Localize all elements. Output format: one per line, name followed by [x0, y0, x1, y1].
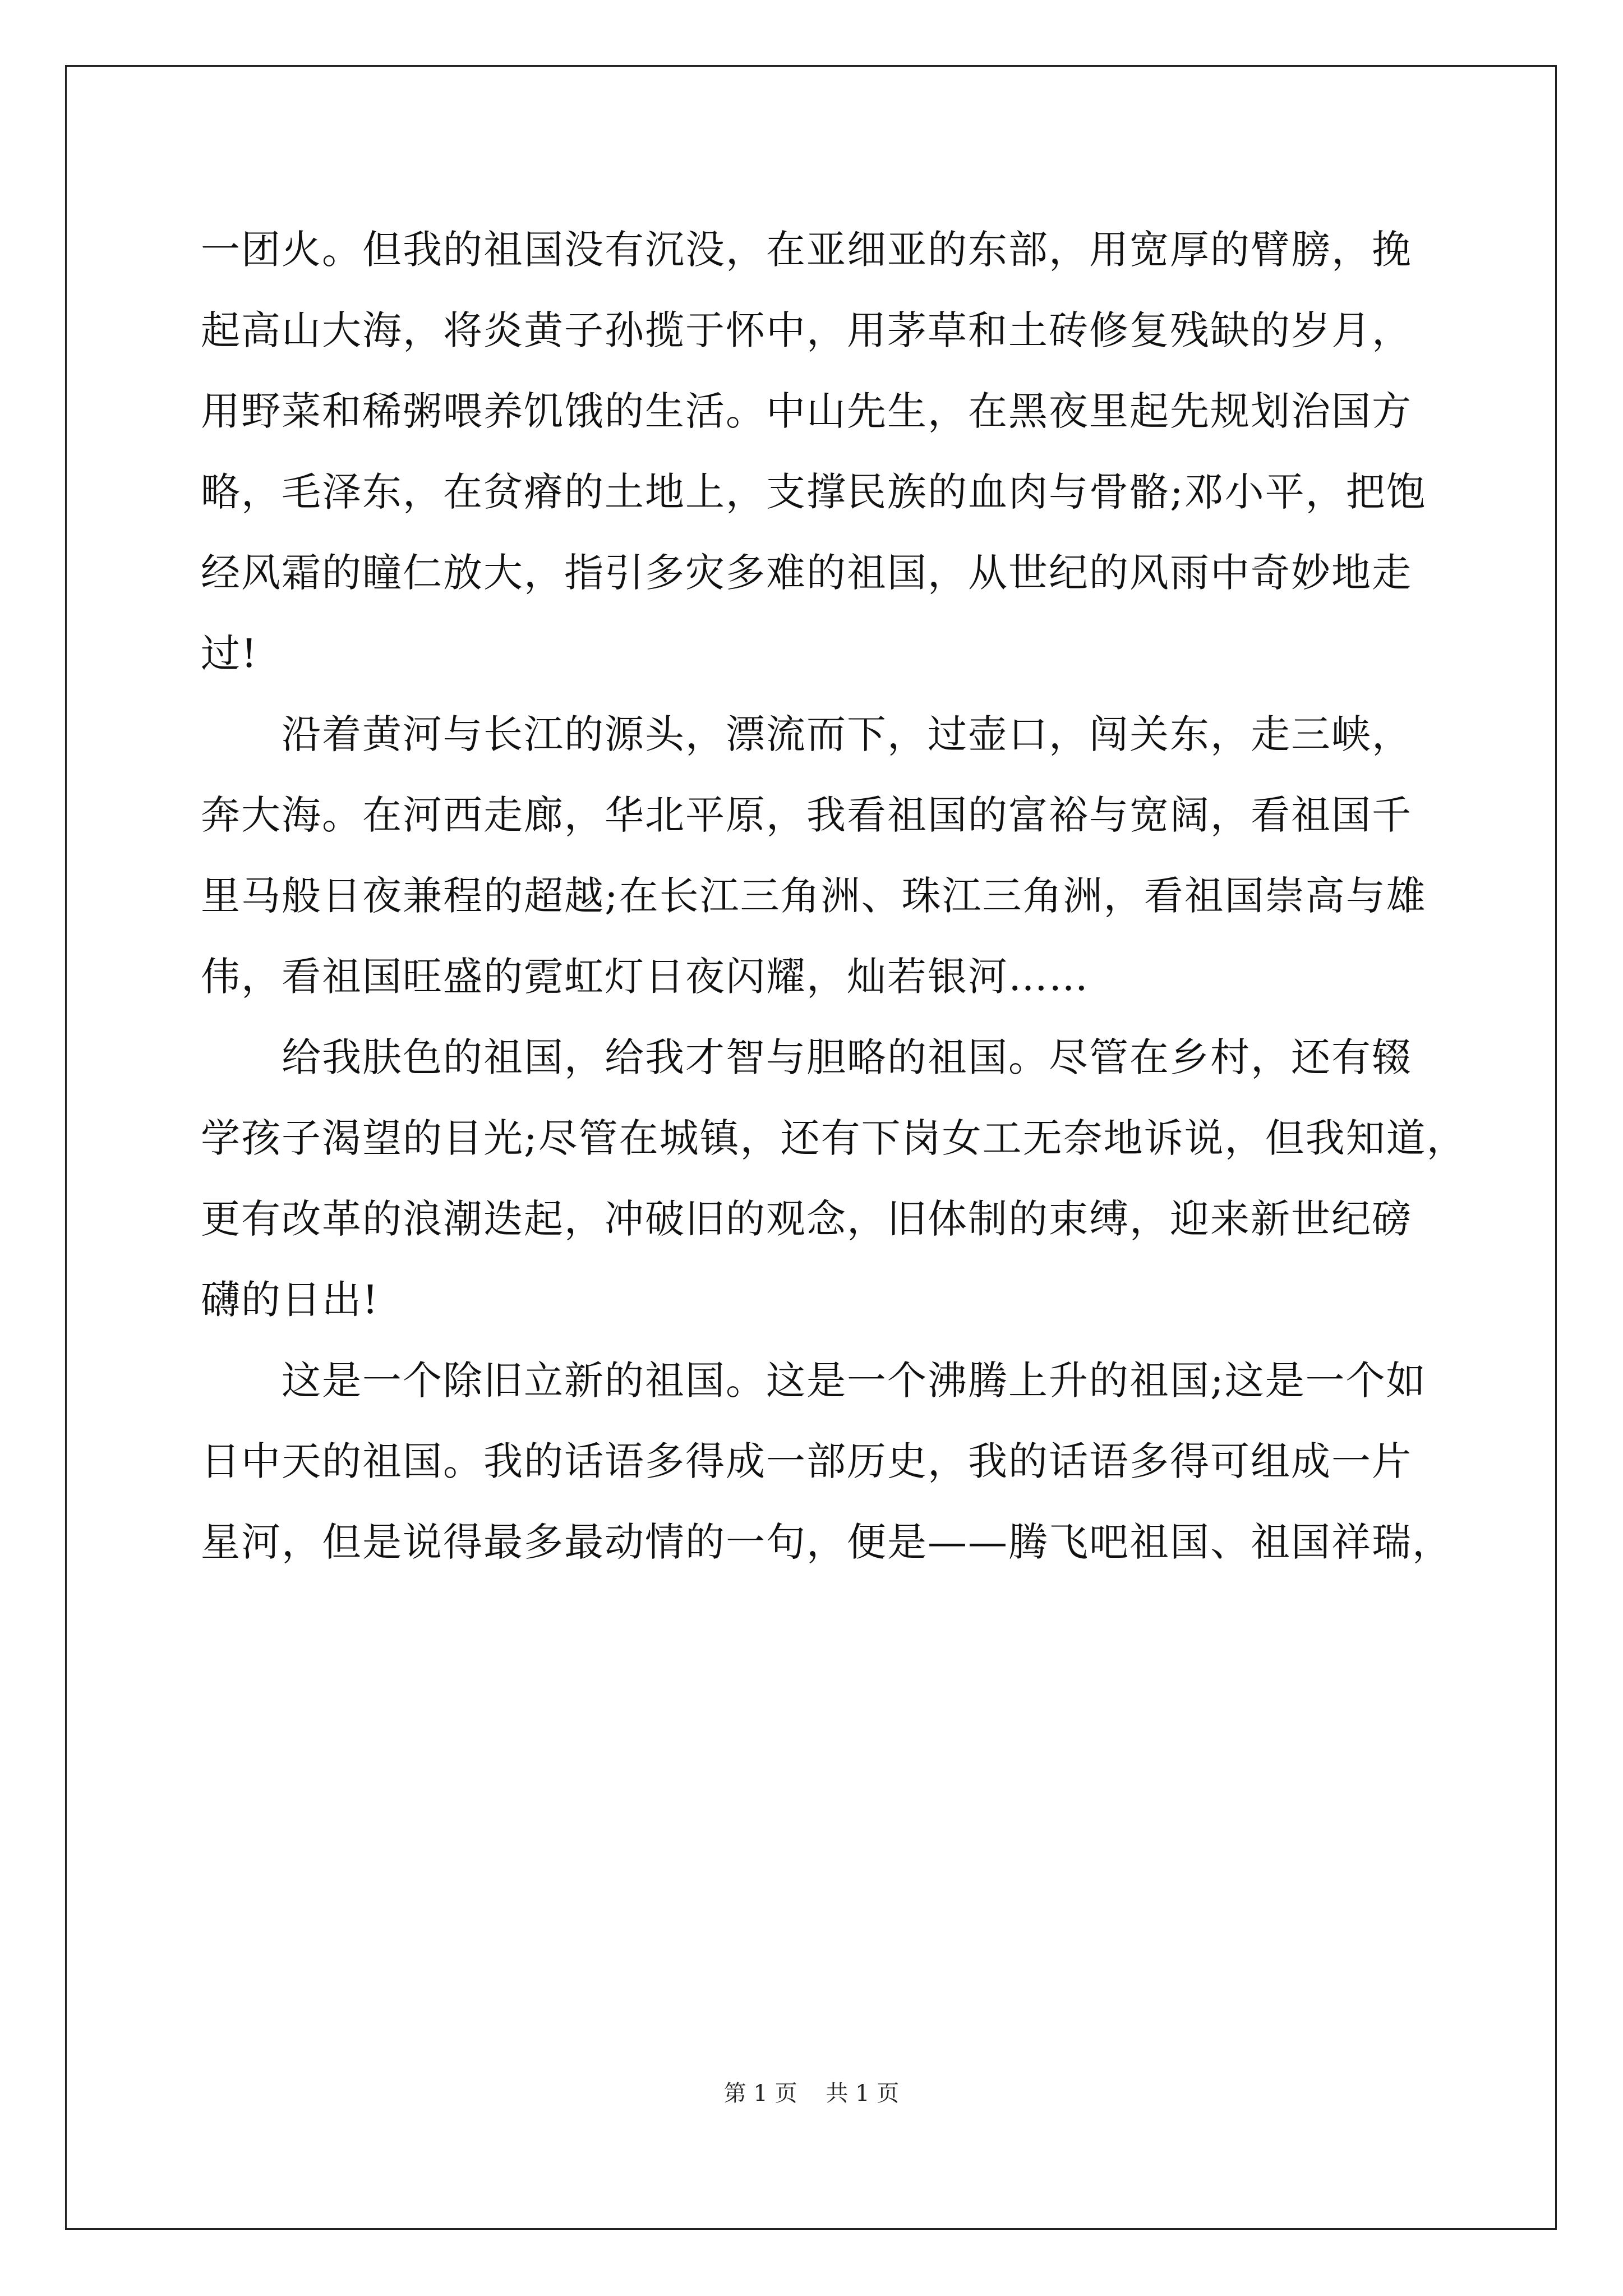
text-line: 沿着黄河与长江的源头，漂流而下，过壶口，闯关东，走三峡，	[201, 711, 1412, 757]
text-line: 更有改革的浪潮迭起，冲破旧的观念，旧体制的束缚，迎来新世纪磅	[201, 1196, 1412, 1242]
text-line: 经风霜的瞳仁放大，指引多灾多难的祖国，从世纪的风雨中奇妙地走	[201, 550, 1412, 596]
text-line: 学孩子渴望的目光;尽管在城镇，还有下岗女工无奈地诉说，但我知道，	[201, 1115, 1467, 1161]
text-line: 日中天的祖国。我的话语多得成一部历史，我的话语多得可组成一片	[201, 1438, 1412, 1484]
text-line: 起高山大海，将炎黄子孙揽于怀中，用茅草和土砖修复残缺的岁月，	[201, 307, 1412, 353]
text-line: 奔大海。在河西走廊，华北平原，我看祖国的富裕与宽阔，看祖国千	[201, 792, 1412, 838]
text-line: 伟，看祖国旺盛的霓虹灯日夜闪耀，灿若银河……	[201, 954, 1089, 1000]
text-line: 星河，但是说得最多最动情的一句，便是——腾飞吧祖国、祖国祥瑞，	[201, 1519, 1453, 1565]
text-line: 给我肤色的祖国，给我才智与胆略的祖国。尽管在乡村，还有辍	[201, 1034, 1412, 1080]
text-line: 略，毛泽东，在贫瘠的土地上，支撑民族的血肉与骨骼;邓小平，把饱	[201, 469, 1427, 515]
text-line: 一团火。但我的祖国没有沉没，在亚细亚的东部，用宽厚的臂膀，挽	[201, 227, 1412, 273]
text-line: 里马般日夜兼程的超越;在长江三角洲、珠江三角洲，看祖国崇高与雄	[201, 873, 1427, 919]
text-line: 用野菜和稀粥喂养饥饿的生活。中山先生，在黑夜里起先规划治国方	[201, 388, 1412, 434]
page-number-footer: 第 1 页 共 1 页	[723, 2081, 900, 2106]
text-line: 这是一个除旧立新的祖国。这是一个沸腾上升的祖国;这是一个如	[201, 1358, 1427, 1404]
text-line: 礴的日出!	[201, 1277, 380, 1323]
text-line: 过!	[201, 631, 259, 677]
